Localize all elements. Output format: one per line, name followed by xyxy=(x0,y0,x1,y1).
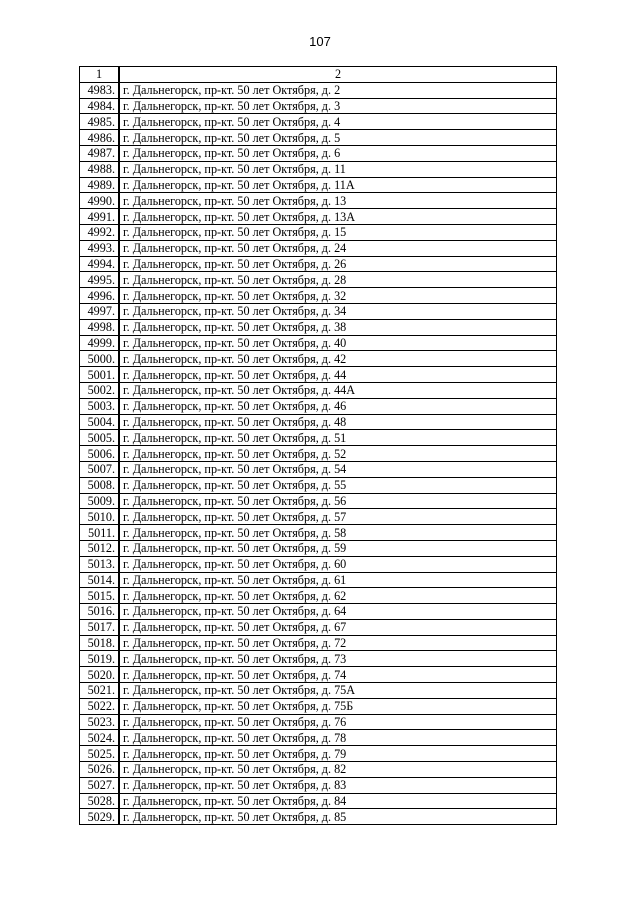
table-row xyxy=(80,588,557,604)
table-row xyxy=(80,161,557,177)
row-number-cell: 5024. xyxy=(80,730,120,746)
address-cell: г. Дальнегорск, пр-кт. 50 лет Октября, д. 44А xyxy=(119,382,557,398)
column-header-address: 2 xyxy=(119,67,557,83)
address-cell: г. Дальнегорск, пр-кт. 50 лет Октября, д. 11 xyxy=(119,161,557,177)
address-cell: г. Дальнегорск, пр-кт. 50 лет Октября, д. 32 xyxy=(119,288,557,304)
row-number-cell: 5029. xyxy=(80,809,120,825)
table-row xyxy=(80,762,557,778)
table-row xyxy=(80,193,557,209)
table-row xyxy=(80,461,557,477)
address-cell: г. Дальнегорск, пр-кт. 50 лет Октября, д. 56 xyxy=(119,493,557,509)
address-cell: г. Дальнегорск, пр-кт. 50 лет Октября, д. 40 xyxy=(119,335,557,351)
row-number-cell: 5010. xyxy=(80,509,120,525)
address-cell: г. Дальнегорск, пр-кт. 50 лет Октября, д. 54 xyxy=(119,461,557,477)
row-number-cell: 5000. xyxy=(80,351,120,367)
table-row xyxy=(80,809,557,825)
address-cell: г. Дальнегорск, пр-кт. 50 лет Октября, д. 83 xyxy=(119,777,557,793)
row-number-cell: 5017. xyxy=(80,619,120,635)
row-number-cell: 4997. xyxy=(80,303,120,319)
table-row xyxy=(80,256,557,272)
table-row xyxy=(80,540,557,556)
table-row xyxy=(80,145,557,161)
address-cell: г. Дальнегорск, пр-кт. 50 лет Октября, д. 84 xyxy=(119,793,557,809)
row-number-cell: 4985. xyxy=(80,114,120,130)
row-number-cell: 4991. xyxy=(80,209,120,225)
table-row xyxy=(80,667,557,683)
row-number-cell: 4989. xyxy=(80,177,120,193)
address-cell: г. Дальнегорск, пр-кт. 50 лет Октября, д. 74 xyxy=(119,667,557,683)
column-header-number: 1 xyxy=(80,67,120,83)
row-number-cell: 5015. xyxy=(80,588,120,604)
row-number-cell: 4988. xyxy=(80,161,120,177)
row-number-cell: 5003. xyxy=(80,398,120,414)
table-row xyxy=(80,698,557,714)
table-row xyxy=(80,509,557,525)
address-cell: г. Дальнегорск, пр-кт. 50 лет Октября, д. 59 xyxy=(119,540,557,556)
table-row xyxy=(80,525,557,541)
row-number-cell: 4990. xyxy=(80,193,120,209)
address-cell: г. Дальнегорск, пр-кт. 50 лет Октября, д. 57 xyxy=(119,509,557,525)
row-number-cell: 5001. xyxy=(80,367,120,383)
table-row xyxy=(80,604,557,620)
table-row xyxy=(80,683,557,699)
table-body xyxy=(80,67,557,825)
row-number-cell: 5007. xyxy=(80,461,120,477)
table-row xyxy=(80,209,557,225)
address-cell: г. Дальнегорск, пр-кт. 50 лет Октября, д. 82 xyxy=(119,762,557,778)
table-row xyxy=(80,288,557,304)
address-cell: г. Дальнегорск, пр-кт. 50 лет Октября, д. 15 xyxy=(119,224,557,240)
table-row xyxy=(80,556,557,572)
row-number-cell: 4999. xyxy=(80,335,120,351)
table-row xyxy=(80,130,557,146)
address-cell: г. Дальнегорск, пр-кт. 50 лет Октября, д. 58 xyxy=(119,525,557,541)
row-number-cell: 4983. xyxy=(80,82,120,98)
table-row xyxy=(80,572,557,588)
address-cell: г. Дальнегорск, пр-кт. 50 лет Октября, д. 44 xyxy=(119,367,557,383)
row-number-cell: 5021. xyxy=(80,683,120,699)
row-number-cell: 4984. xyxy=(80,98,120,114)
row-number-cell: 5009. xyxy=(80,493,120,509)
address-cell: г. Дальнегорск, пр-кт. 50 лет Октября, д. 75А xyxy=(119,683,557,699)
address-cell: г. Дальнегорск, пр-кт. 50 лет Октября, д. 62 xyxy=(119,588,557,604)
address-cell: г. Дальнегорск, пр-кт. 50 лет Октября, д. 6 xyxy=(119,145,557,161)
table-row xyxy=(80,382,557,398)
table-row xyxy=(80,477,557,493)
address-cell: г. Дальнегорск, пр-кт. 50 лет Октября, д. 85 xyxy=(119,809,557,825)
address-cell: г. Дальнегорск, пр-кт. 50 лет Октября, д. 67 xyxy=(119,619,557,635)
address-cell: г. Дальнегорск, пр-кт. 50 лет Октября, д. 38 xyxy=(119,319,557,335)
table-row xyxy=(80,730,557,746)
address-cell: г. Дальнегорск, пр-кт. 50 лет Октября, д. 73 xyxy=(119,651,557,667)
table-row xyxy=(80,446,557,462)
address-cell: г. Дальнегорск, пр-кт. 50 лет Октября, д. 13 xyxy=(119,193,557,209)
table-row xyxy=(80,777,557,793)
table-row xyxy=(80,430,557,446)
table-row xyxy=(80,493,557,509)
row-number-cell: 5019. xyxy=(80,651,120,667)
row-number-cell: 5023. xyxy=(80,714,120,730)
table-row xyxy=(80,793,557,809)
row-number-cell: 5027. xyxy=(80,777,120,793)
address-table xyxy=(79,66,557,825)
row-number-cell: 4994. xyxy=(80,256,120,272)
table-row xyxy=(80,303,557,319)
address-cell: г. Дальнегорск, пр-кт. 50 лет Октября, д. 55 xyxy=(119,477,557,493)
address-cell: г. Дальнегорск, пр-кт. 50 лет Октября, д. 60 xyxy=(119,556,557,572)
table-row xyxy=(80,414,557,430)
row-number-cell: 4992. xyxy=(80,224,120,240)
row-number-cell: 5002. xyxy=(80,382,120,398)
table-row xyxy=(80,651,557,667)
address-cell: г. Дальнегорск, пр-кт. 50 лет Октября, д. 72 xyxy=(119,635,557,651)
address-cell: г. Дальнегорск, пр-кт. 50 лет Октября, д. 46 xyxy=(119,398,557,414)
address-cell: г. Дальнегорск, пр-кт. 50 лет Октября, д. 5 xyxy=(119,130,557,146)
address-cell: г. Дальнегорск, пр-кт. 50 лет Октября, д. 13А xyxy=(119,209,557,225)
address-cell: г. Дальнегорск, пр-кт. 50 лет Октября, д. 51 xyxy=(119,430,557,446)
address-cell: г. Дальнегорск, пр-кт. 50 лет Октября, д. 26 xyxy=(119,256,557,272)
address-cell: г. Дальнегорск, пр-кт. 50 лет Октября, д. 78 xyxy=(119,730,557,746)
table-row xyxy=(80,98,557,114)
address-cell: г. Дальнегорск, пр-кт. 50 лет Октября, д. 2 xyxy=(119,82,557,98)
row-number-cell: 5020. xyxy=(80,667,120,683)
row-number-cell: 5011. xyxy=(80,525,120,541)
table-row xyxy=(80,177,557,193)
row-number-cell: 5013. xyxy=(80,556,120,572)
row-number-cell: 5005. xyxy=(80,430,120,446)
address-cell: г. Дальнегорск, пр-кт. 50 лет Октября, д. 52 xyxy=(119,446,557,462)
table-row xyxy=(80,714,557,730)
address-cell: г. Дальнегорск, пр-кт. 50 лет Октября, д. 28 xyxy=(119,272,557,288)
table-row xyxy=(80,114,557,130)
row-number-cell: 5026. xyxy=(80,762,120,778)
row-number-cell: 4993. xyxy=(80,240,120,256)
row-number-cell: 4996. xyxy=(80,288,120,304)
table-row xyxy=(80,367,557,383)
row-number-cell: 4987. xyxy=(80,145,120,161)
table-row xyxy=(80,351,557,367)
address-cell: г. Дальнегорск, пр-кт. 50 лет Октября, д. 64 xyxy=(119,604,557,620)
row-number-cell: 4995. xyxy=(80,272,120,288)
table-row xyxy=(80,635,557,651)
row-number-cell: 4998. xyxy=(80,319,120,335)
address-cell: г. Дальнегорск, пр-кт. 50 лет Октября, д. 61 xyxy=(119,572,557,588)
table-row xyxy=(80,240,557,256)
table-row xyxy=(80,224,557,240)
table-row xyxy=(80,335,557,351)
address-cell: г. Дальнегорск, пр-кт. 50 лет Октября, д. 34 xyxy=(119,303,557,319)
row-number-cell: 5025. xyxy=(80,746,120,762)
address-cell: г. Дальнегорск, пр-кт. 50 лет Октября, д. 75Б xyxy=(119,698,557,714)
row-number-cell: 5016. xyxy=(80,604,120,620)
table-row xyxy=(80,272,557,288)
table-row xyxy=(80,398,557,414)
address-cell: г. Дальнегорск, пр-кт. 50 лет Октября, д. 4 xyxy=(119,114,557,130)
row-number-cell: 5014. xyxy=(80,572,120,588)
row-number-cell: 5008. xyxy=(80,477,120,493)
table-row xyxy=(80,319,557,335)
row-number-cell: 4986. xyxy=(80,130,120,146)
row-number-cell: 5004. xyxy=(80,414,120,430)
row-number-cell: 5022. xyxy=(80,698,120,714)
address-cell: г. Дальнегорск, пр-кт. 50 лет Октября, д. 11А xyxy=(119,177,557,193)
table-row xyxy=(80,746,557,762)
table-header-row xyxy=(80,67,557,83)
address-cell: г. Дальнегорск, пр-кт. 50 лет Октября, д. 3 xyxy=(119,98,557,114)
address-cell: г. Дальнегорск, пр-кт. 50 лет Октября, д. 79 xyxy=(119,746,557,762)
row-number-cell: 5012. xyxy=(80,540,120,556)
address-cell: г. Дальнегорск, пр-кт. 50 лет Октября, д. 42 xyxy=(119,351,557,367)
address-cell: г. Дальнегорск, пр-кт. 50 лет Октября, д. 48 xyxy=(119,414,557,430)
row-number-cell: 5006. xyxy=(80,446,120,462)
page-number: 107 xyxy=(309,34,331,49)
address-cell: г. Дальнегорск, пр-кт. 50 лет Октября, д. 76 xyxy=(119,714,557,730)
table-row xyxy=(80,82,557,98)
row-number-cell: 5028. xyxy=(80,793,120,809)
address-cell: г. Дальнегорск, пр-кт. 50 лет Октября, д. 24 xyxy=(119,240,557,256)
row-number-cell: 5018. xyxy=(80,635,120,651)
table-row xyxy=(80,619,557,635)
